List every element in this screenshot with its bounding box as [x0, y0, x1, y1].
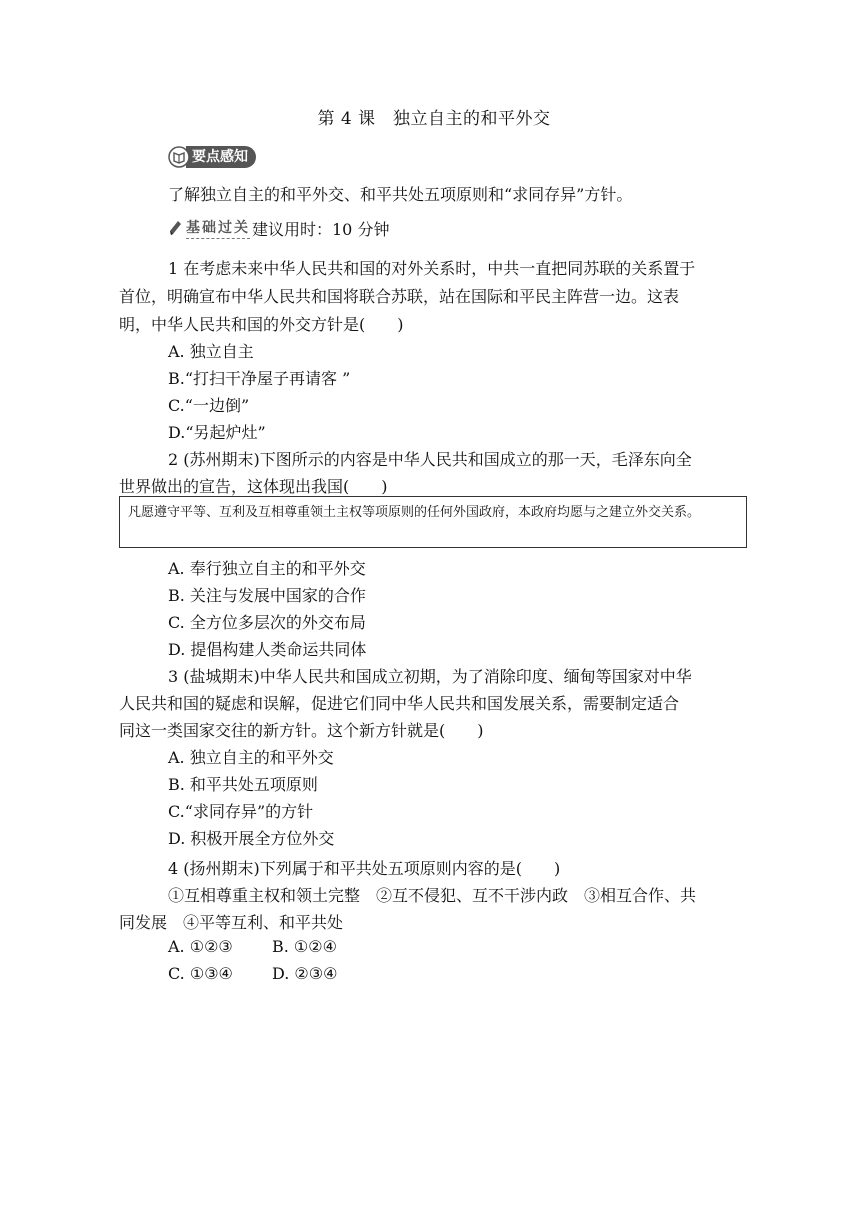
- q4-line-3: 同发展 ④平等互利、和平共处: [119, 913, 344, 932]
- q4-option-d: D. ②③④: [272, 964, 338, 983]
- q2-option-a: A. 奉行独立自主的和平外交: [168, 559, 366, 578]
- q4-options-row-2: [168, 964, 337, 983]
- q1-line-3: 明，中华人民共和国的外交方针是( ): [119, 315, 404, 334]
- q3-line-2: 人民共和国的疑虑和误解，促进它们同中华人民共和国发展关系，需要制定适合: [119, 694, 680, 713]
- suggested-time: 建议用时：10 分钟: [252, 219, 390, 239]
- q2-option-d: D. 提倡构建人类命运共同体: [168, 640, 367, 659]
- q4-options-row-1: [168, 937, 337, 956]
- q4-option-b: B. ①②④: [272, 937, 337, 956]
- q2-option-c: C. 全方位多层次的外交布局: [168, 613, 366, 632]
- q2-line-2: 世界做出的宣告，这体现出我国( ): [119, 477, 388, 496]
- key-points-badge: [168, 144, 256, 170]
- q1-option-d: D.“另起炉灶”: [168, 423, 266, 442]
- q3-line-3: 同这一类国家交往的新方针。这个新方针就是( ): [119, 721, 484, 740]
- q1-option-a: A. 独立自主: [168, 342, 254, 361]
- basic-label: 基础过关: [186, 217, 250, 239]
- q2-line-1: 2 (苏州期末)下图所示的内容是中华人民共和国成立的那一天，毛泽东向全: [168, 450, 692, 469]
- q2-option-b: B. 关注与发展中国家的合作: [168, 586, 366, 605]
- q3-option-d: D. 积极开展全方位外交: [168, 829, 335, 848]
- q1-option-c: C.“一边倒”: [168, 396, 250, 415]
- lesson-title: 第 4 课 独立自主的和平外交: [317, 109, 551, 129]
- q1-option-b: B.“打扫干净屋子再请客 ”: [168, 369, 351, 388]
- q3-option-c: C.“求同存异”的方针: [168, 802, 314, 821]
- q3-option-a: A. 独立自主的和平外交: [168, 748, 334, 767]
- q4-option-c: C. ①③④: [168, 964, 233, 983]
- q4-line-2: ①互相尊重主权和领土完整 ②互不侵犯、互不干涉内政 ③相互合作、共: [168, 886, 697, 905]
- basic-section-header: [168, 216, 389, 240]
- quote-box: 凡愿遵守平等、互利及互相尊重领土主权等项原则的任何外国政府，本政府均愿与之建立外交关系。: [119, 496, 747, 548]
- q3-line-1: 3 (盐城期末)中华人民共和国成立初期，为了消除印度、缅甸等国家对中华: [168, 667, 692, 686]
- pencil-icon: [168, 219, 182, 237]
- key-points-text: 了解独立自主的和平外交、和平共处五项原则和“求同存异”方针。: [168, 185, 633, 204]
- key-points-label: 要点感知: [186, 146, 256, 168]
- book-icon: [168, 146, 190, 168]
- q1-line-1: 1 在考虑未来中华人民共和国的对外关系时，中共一直把同苏联的关系置于: [168, 259, 696, 278]
- q1-line-2: 首位，明确宣布中华人民共和国将联合苏联，站在国际和平民主阵营一边。这表: [119, 287, 680, 306]
- q4-option-a: A. ①②③: [168, 937, 233, 956]
- q3-option-b: B. 和平共处五项原则: [168, 775, 318, 794]
- q4-line-1: 4 (扬州期末)下列属于和平共处五项原则内容的是( ): [168, 859, 561, 878]
